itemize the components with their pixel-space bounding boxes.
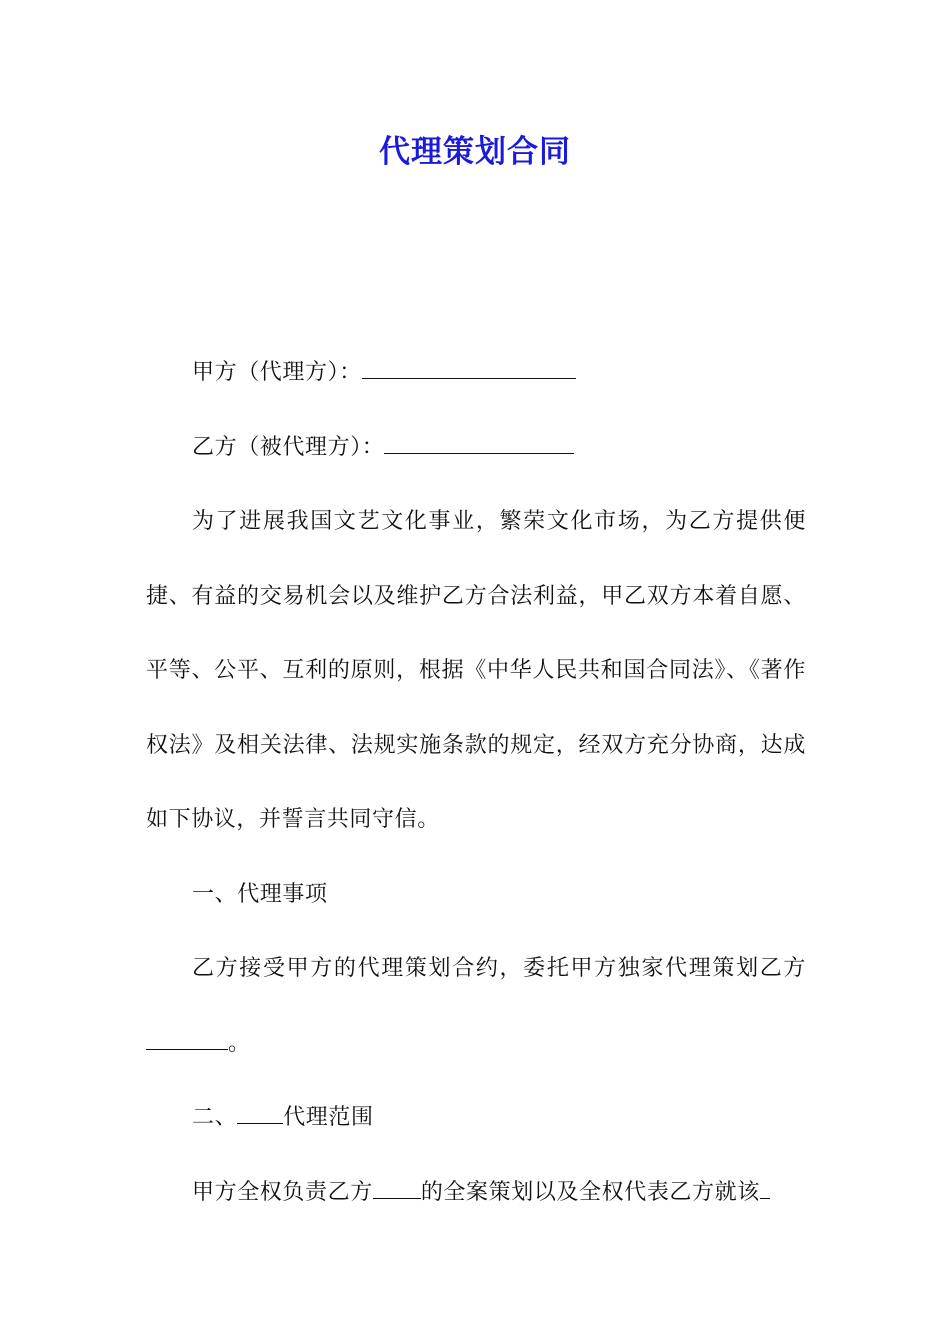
party-a-blank <box>362 358 576 379</box>
party-b-label: 乙方（被代理方）： <box>192 434 385 460</box>
section2-blank-1 <box>373 1178 421 1199</box>
party-b-blank <box>384 433 574 454</box>
section2-blank-2 <box>760 1178 770 1199</box>
document-body <box>146 336 806 1230</box>
section1-end: 。 <box>228 1030 251 1056</box>
section1-blank <box>146 1029 228 1050</box>
party-a-label: 甲方（代理方）： <box>192 360 362 385</box>
party-a-line <box>146 336 806 411</box>
party-b-line <box>146 411 806 486</box>
section2-paragraph <box>146 1156 806 1231</box>
section1-text: 乙方接受甲方的代理策划合约，委托甲方独家代理策划乙方 <box>192 956 806 981</box>
section2-suffix: 代理范围 <box>283 1105 374 1130</box>
section2-heading-blank <box>237 1103 283 1124</box>
preamble-paragraph: 为了进展我国文艺文化事业，繁荣文化市场，为乙方提供便捷、有益的交易机会以及维护乙方合法利益，甲乙双方本着自愿、平等、公平、互利的原则，根据《中华人民共和国合同法》、《著作权法》及相关法律、法规实施条款的规定，经双方充分协商，达成如下协议，并誓言共同守信。 <box>146 509 806 832</box>
section2-text-a: 甲方全权负责乙方 <box>192 1179 373 1205</box>
section1-heading: 一、代理事项 <box>192 881 328 907</box>
section2-prefix: 二、 <box>192 1105 238 1130</box>
section2-heading <box>146 1081 806 1156</box>
document-title: 代理策划合同 <box>379 134 571 170</box>
section2-text-b: 的全案策划以及全权代表乙方就该 <box>420 1179 760 1205</box>
section1-paragraph <box>146 932 806 1081</box>
